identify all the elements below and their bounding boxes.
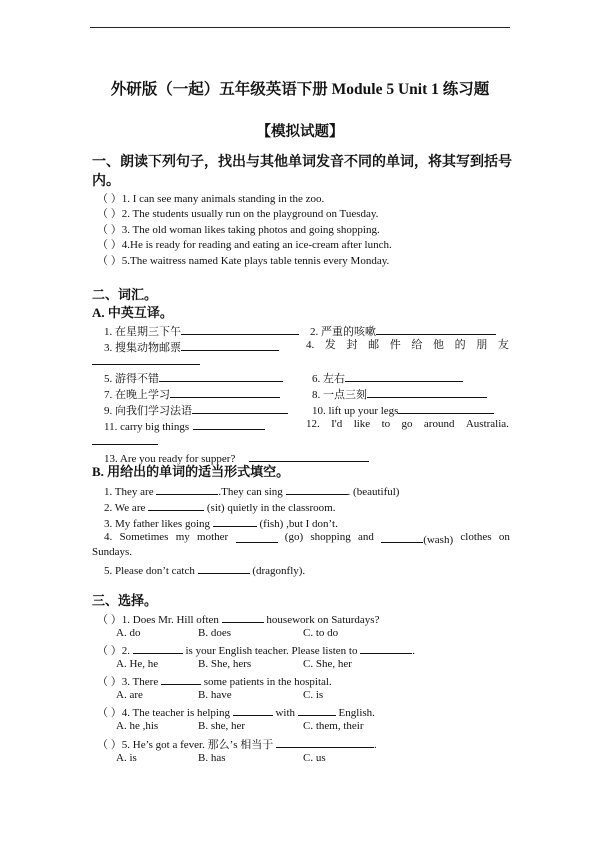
- vocab-q11-text: 11. carry big things: [104, 421, 190, 433]
- fill-text: 3. My father likes going: [104, 518, 211, 530]
- vocab-q12-blank: [92, 432, 158, 449]
- fill-q4-cont: Sundays.: [92, 546, 133, 558]
- vocab-q1-text: 1. 在星期三下午: [104, 326, 181, 338]
- mc-q5-opt-c[interactable]: C. us: [303, 752, 326, 764]
- mc-q4: [97, 703, 375, 720]
- mc-q5-opt-b[interactable]: B. has: [198, 752, 226, 764]
- answer-blank[interactable]: [367, 385, 487, 398]
- word: 封: [346, 339, 358, 351]
- mc-text: some patients in the hospital.: [203, 676, 332, 688]
- section3-heading: 三、选择。: [92, 593, 158, 608]
- mc-q5: [97, 735, 377, 752]
- answer-blank[interactable]: [236, 530, 278, 543]
- mc-text: with: [275, 707, 296, 719]
- word: clothes: [460, 531, 492, 543]
- answer-blank[interactable]: [249, 449, 369, 462]
- word: 件: [389, 339, 401, 351]
- vocab-q8-text: 8. 一点三刻: [312, 389, 367, 401]
- answer-blank[interactable]: [398, 401, 494, 414]
- mc-q1: [97, 610, 379, 627]
- page-subtitle: 【模拟试题】: [256, 124, 344, 140]
- word: like: [353, 418, 371, 430]
- word: 朋: [476, 339, 488, 351]
- answer-blank[interactable]: [381, 530, 423, 543]
- section2-heading: 二、词汇。: [92, 287, 158, 302]
- mc-q3-opt-b[interactable]: B. have: [198, 689, 232, 701]
- word: 4.: [104, 531, 113, 543]
- answer-paren[interactable]: （ ）: [97, 255, 122, 267]
- answer-paren[interactable]: （ ）: [97, 224, 122, 236]
- mc-text: 2.: [121, 645, 130, 657]
- vocab-q3-text: 3. 搜集动物邮票: [104, 342, 181, 354]
- fill-text: 1. They are: [104, 486, 154, 498]
- vocab-q5: [104, 369, 283, 386]
- mc-q1-opt-a[interactable]: A. do: [116, 627, 141, 639]
- answer-blank[interactable]: [148, 498, 204, 511]
- vocab-q4: [306, 338, 509, 352]
- mc-q1-opt-c[interactable]: C. to do: [303, 627, 339, 639]
- answer-paren[interactable]: （ ）: [97, 645, 122, 657]
- vocab-q9-text: 9. 向我们学习法语: [104, 405, 192, 417]
- answer-blank[interactable]: [233, 703, 273, 716]
- vocab-q4-blank: [92, 352, 200, 369]
- vocab-q1: [104, 322, 299, 339]
- mc-text: 1. Does Mr. Hill often: [121, 614, 219, 626]
- answer-blank[interactable]: [181, 338, 279, 351]
- vocab-q10-text: 10. lift up your legs: [312, 405, 399, 417]
- answer-blank[interactable]: [213, 514, 257, 527]
- mc-q3: [97, 672, 332, 689]
- fill-q2: [104, 498, 336, 515]
- mc-q4-opt-a[interactable]: A. he ,his: [116, 720, 159, 732]
- answer-blank[interactable]: [133, 641, 183, 654]
- top-rule: [90, 27, 510, 28]
- word: mother: [197, 531, 229, 543]
- mc-q3-opt-c[interactable]: C. is: [303, 689, 324, 701]
- fill-text: (dragonfly).: [252, 565, 306, 577]
- fill-q4: [104, 530, 510, 547]
- word: Sometimes: [119, 531, 169, 543]
- mc-text: 5. He’s got a fever. 那么’s 相当于: [121, 739, 274, 751]
- word: 12.: [306, 418, 320, 430]
- answer-blank[interactable]: [286, 482, 348, 495]
- s1-item-3: [97, 223, 380, 237]
- answer-blank[interactable]: [92, 352, 200, 365]
- mc-q4-opt-c[interactable]: C. them, their: [303, 720, 364, 732]
- fill-q3: [104, 514, 338, 531]
- vocab-q6: [312, 369, 463, 386]
- mc-text: is your English teacher. Please listen to: [185, 645, 358, 657]
- mc-text: 4. The teacher is helping: [121, 707, 230, 719]
- word: around: [423, 418, 455, 430]
- s1-item-text: 3. The old woman likes taking photos and going shopping.: [121, 224, 380, 236]
- answer-blank[interactable]: [159, 369, 283, 382]
- answer-paren[interactable]: （ ）: [97, 614, 122, 626]
- word: to: [381, 418, 391, 430]
- answer-blank[interactable]: [298, 703, 336, 716]
- word: shopping: [310, 531, 351, 543]
- fill-text: (fish) ,but I don’t.: [259, 518, 338, 530]
- answer-blank[interactable]: [161, 672, 201, 685]
- mc-q5-opt-a[interactable]: A. is: [116, 752, 137, 764]
- word: 友: [497, 339, 509, 351]
- vocab-q7-text: 7. 在晚上学习: [104, 389, 170, 401]
- word: my: [175, 531, 190, 543]
- s1-item-text: 5.The waitress named Kate plays table tennis every Monday.: [121, 255, 390, 267]
- answer-blank[interactable]: [198, 561, 250, 574]
- answer-blank[interactable]: [181, 322, 299, 335]
- vocab-q2-text: 2. 严重的咳嗽: [310, 326, 376, 338]
- answer-paren[interactable]: （ ）: [97, 208, 122, 220]
- answer-paren[interactable]: （ ）: [97, 193, 122, 205]
- vocab-q13-text: 13. Are you ready for supper?: [104, 453, 236, 465]
- mc-q2: [97, 641, 415, 658]
- word: and: [358, 531, 374, 543]
- mc-text: .: [374, 739, 377, 751]
- vocab-q6-text: 6. 左右: [312, 373, 345, 385]
- answer-blank[interactable]: [222, 610, 264, 623]
- answer-blank[interactable]: [193, 417, 265, 430]
- mc-q2-opt-c[interactable]: C. She, her: [303, 658, 352, 670]
- fill-q5: [104, 561, 305, 578]
- partB-heading: B. 用给出的单词的适当形式填空。: [92, 464, 290, 479]
- fill-q1: [104, 482, 399, 499]
- fill-text: . (beautiful): [347, 486, 400, 498]
- vocab-q8: [312, 385, 487, 402]
- answer-paren[interactable]: （ ）: [97, 707, 122, 719]
- mc-q2-opt-b[interactable]: B. She, hers: [198, 658, 252, 670]
- word: 邮: [368, 339, 380, 351]
- vocab-q12: [306, 417, 509, 431]
- s1-item-2: [97, 207, 378, 221]
- answer-blank[interactable]: [360, 641, 412, 654]
- word: Australia.: [465, 418, 509, 430]
- s1-item-text: 1. I can see many animals standing in the zoo.: [121, 193, 325, 205]
- answer-blank[interactable]: [170, 385, 280, 398]
- fill-text: (sit) quietly in the classroom.: [206, 502, 336, 514]
- partA-heading: A. 中英互译。: [92, 305, 173, 320]
- vocab-q9: [104, 401, 288, 418]
- word: I'd: [331, 418, 343, 430]
- word: 发: [324, 339, 336, 351]
- mc-q1-opt-b[interactable]: B. does: [198, 627, 231, 639]
- mc-text: .: [412, 645, 415, 657]
- answer-paren[interactable]: （ ）: [97, 739, 122, 751]
- fill-text: .They can sing: [218, 486, 283, 498]
- s1-item-text: 4.He is ready for reading and eating an ice-cream after lunch.: [121, 239, 392, 251]
- answer-blank[interactable]: [192, 401, 288, 414]
- answer-paren[interactable]: （ ）: [97, 676, 122, 688]
- mc-text: English.: [338, 707, 375, 719]
- word: 的: [454, 339, 466, 351]
- s1-item-text: 2. The students usually run on the playground on Tuesday.: [121, 208, 379, 220]
- s1-item-4: [97, 238, 392, 252]
- mc-text: 3. There: [121, 676, 159, 688]
- answer-blank[interactable]: [345, 369, 463, 382]
- fill-text: 2. We are: [104, 502, 146, 514]
- section1-heading: 一、朗读下列句子，找出与其他单词发音不同的单词，将其写到括号: [92, 155, 512, 170]
- answer-paren[interactable]: （ ）: [97, 239, 122, 251]
- word: 他: [433, 339, 444, 351]
- answer-blank[interactable]: [376, 322, 496, 335]
- fill-text: 5. Please don’t catch: [104, 565, 195, 577]
- vocab-q7: [104, 385, 280, 402]
- answer-blank[interactable]: [92, 432, 158, 445]
- s1-item-5: [97, 254, 389, 268]
- vocab-q5-text: 5. 游得不错: [104, 373, 159, 385]
- page-title: 外研版（一起）五年级英语下册 Module 5 Unit 1 练习题: [110, 81, 490, 98]
- word: go: [401, 418, 413, 430]
- mc-text: housework on Saturdays?: [266, 614, 380, 626]
- mc-q3-opt-a[interactable]: A. are: [116, 689, 143, 701]
- word: 4.: [306, 339, 315, 351]
- word: (go): [284, 531, 304, 543]
- s1-item-1: [97, 192, 324, 206]
- vocab-q2: [310, 322, 496, 339]
- word: (wash): [423, 534, 454, 546]
- mc-q4-opt-b[interactable]: B. she, her: [198, 720, 246, 732]
- vocab-q10: [312, 401, 494, 418]
- word: 给: [411, 339, 423, 351]
- section1-heading-cont: 内。: [92, 174, 120, 189]
- answer-blank[interactable]: [276, 735, 374, 748]
- word: on: [498, 531, 510, 543]
- answer-blank[interactable]: [156, 482, 218, 495]
- mc-q2-opt-a[interactable]: A. He, he: [116, 658, 159, 670]
